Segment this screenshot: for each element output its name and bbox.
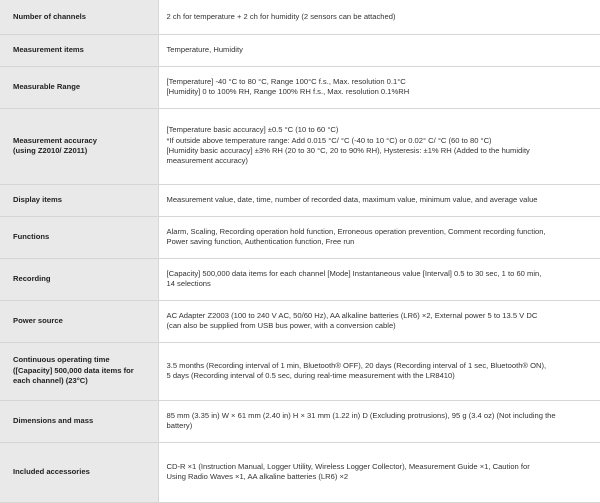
spec-value [158,342,600,400]
spec-value-line: 2 ch for temperature + 2 ch for humidity (2 sensors can be attached) [166,11,396,21]
spec-value-line: Measurement value, date, time, number of recorded data, maximum value, minimum value, and average value [166,194,538,204]
spec-label [0,66,158,108]
spec-value-line: Using Radio Waves ×1, AA alkaline batteries (LR6) ×2 [166,472,349,481]
spec-row-included-accessories [0,442,600,502]
spec-label-line: Measurement items [13,44,84,54]
spec-row-recording [0,258,600,300]
spec-value-line: CD-R ×1 (Instruction Manual, Logger Utility, Wireless Logger Collector), Measurement Guide ×1, Caution for [166,461,530,471]
spec-label-line: Number of channels [13,11,86,21]
spec-value-line: [Capacity] 500,000 data items for each channel [Mode] Instantaneous value [Interval] 0.5 to 30 sec, 1 to 60 min, [166,268,542,278]
spec-label-line: Display items [13,194,62,204]
spec-row-measurable-range [0,66,600,108]
spec-label-line: (using Z2010/ Z2011) [13,146,88,155]
spec-value-line: 3.5 months (Recording interval of 1 min, Bluetooth® OFF), 20 days (Recording interval of 1 sec, Bluetooth® ON), [166,360,547,370]
spec-value-line: [Humidity basic accuracy] ±3% RH (20 to 30 °C, 20 to 90% RH), Hysteresis: ±1% RH (Added to the humidity [166,146,530,155]
spec-label [0,400,158,442]
spec-value-line: Alarm, Scaling, Recording operation hold function, Erroneous operation prevention, Comment recording function, [166,226,546,236]
spec-row-display-items [0,184,600,216]
spec-value-line: [Temperature] -40 °C to 80 °C, Range 100°C f.s., Max. resolution 0.1°C [166,76,406,86]
spec-value [158,442,600,502]
spec-value-line: *If outside above temperature range: Add 0.015 °C/ °C (-40 to 10 °C) or 0.02° C/ °C (60 to 80 °C) [166,135,492,145]
spec-label [0,108,158,184]
spec-label-line: Measurable Range [13,81,81,91]
spec-label-line: Dimensions and mass [13,415,94,425]
spec-value-line: Power saving function, Authentication function, Free run [166,237,355,246]
spec-label [0,216,158,258]
spec-label-line: Recording [13,273,51,283]
spec-value [158,400,600,442]
spec-value-line: measurement accuracy) [166,156,248,166]
spec-value-line: (can also be supplied from USB bus power, with a conversion cable) [166,321,396,330]
spec-value [158,216,600,258]
spec-label [0,300,158,342]
spec-label [0,258,158,300]
spec-label [0,342,158,400]
spec-value-line: battery) [166,421,193,430]
spec-value-line: 5 days (Recording interval of 0.5 sec, during real-time measurement with the LR8410) [166,371,455,380]
spec-value [158,66,600,108]
spec-row-power-source [0,300,600,342]
spec-label-line: ([Capacity] 500,000 data items for [13,365,134,375]
spec-label-line: Power source [13,315,63,325]
spec-label [0,0,158,34]
spec-label-line: Included accessories [13,466,90,476]
spec-value [158,108,600,184]
spec-row-continuous-operating-time [0,342,600,400]
spec-value [158,184,600,216]
spec-label-line: each channel) (23°C) [13,376,88,386]
spec-label [0,442,158,502]
spec-label-line: Continuous operating time [13,355,110,365]
spec-value-line: 14 selections [166,279,211,288]
spec-row-number-of-channels [0,0,600,34]
spec-value [158,258,600,300]
spec-value [158,34,600,66]
spec-row-measurement-items [0,34,600,66]
spec-value-line: [Humidity] 0 to 100% RH, Range 100% RH f.s., Max. resolution 0.1%RH [166,87,410,96]
spec-label [0,184,158,216]
spec-row-functions [0,216,600,258]
spec-value-line: 85 mm (3.35 in) W × 61 mm (2.40 in) H × 31 mm (1.22 in) D (Excluding protrusions), 95 g (3.4 oz) (Not including the [166,410,556,420]
spec-value [158,300,600,342]
spec-row-dimensions-and-mass [0,400,600,442]
spec-value-line: AC Adapter Z2003 (100 to 240 V AC, 50/60 Hz), AA alkaline batteries (LR6) ×2, External power 5 to 13.5 V DC [166,310,538,320]
spec-value-line: [Temperature basic accuracy] ±0.5 °C (10 to 60 °C) [166,125,339,135]
spec-value-line: Temperature, Humidity [166,44,243,54]
spec-row-measurement-accuracy [0,108,600,184]
spec-label-line: Measurement accuracy [13,135,97,145]
spec-value [158,0,600,34]
spec-label [0,34,158,66]
spec-label-line: Functions [13,231,50,241]
